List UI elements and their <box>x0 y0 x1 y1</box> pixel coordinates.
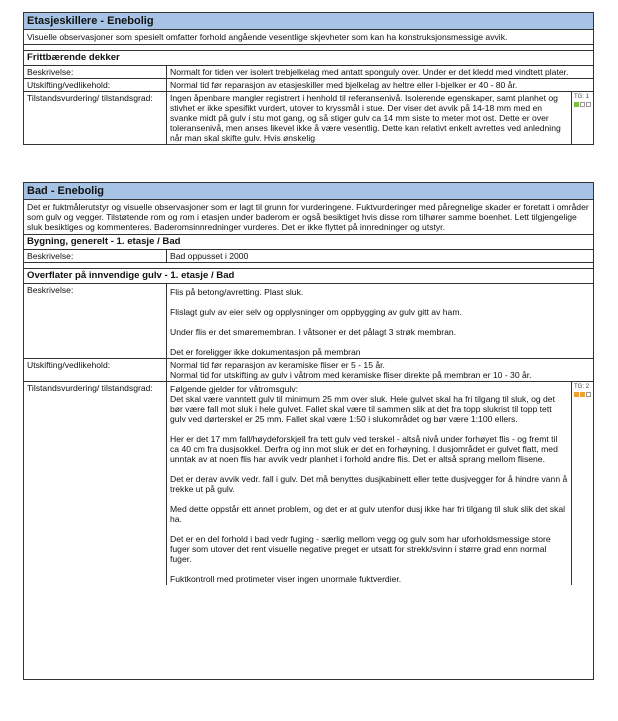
paragraph: Det er foreligger ikke dokumentasjon på membran <box>170 347 361 357</box>
row-value <box>167 382 571 585</box>
line: Normal tid før reparasjon av keramiske fliser er 5 - 15 år. <box>170 360 385 370</box>
row-value: Normal tid før reparasjon av etasjeskiller med bjelkelag av heltre eller I-bjelker er 40 - 80 år. <box>170 80 518 90</box>
subsection-title: Bygning, generelt - 1. etasje / Bad <box>24 235 593 250</box>
row-label: Beskrivelse: <box>24 250 167 262</box>
row-label: Beskrivelse: <box>24 284 167 358</box>
tg-bar <box>574 102 591 107</box>
tg-label: TG: 1 <box>574 94 590 100</box>
section-intro: Visuelle observasjoner som spesielt omfatter forhold angående vesentlige skjevheter som kan ha konstruksjonsmessige avvik. <box>24 30 593 45</box>
row-value <box>167 359 593 381</box>
tg-segment <box>574 392 579 397</box>
paragraph: Det er derav avvik vedr. fall i gulv. Det må benyttes dusjkabinett eller tette dusjvegger for å hindre vann å trekke ut på gulv. <box>170 474 568 494</box>
paragraph: Følgende gjelder for våtromsgulv: Det skal være vanntett gulv til minimum 25 mm over sluk. Hele gulvet skal ha fri tilgang til sluk, og det bør være fall mot sluk i hele gulvet. Fallet skal være til sammen slik at det fra topp slukrist til topp tett gulv ved dørterskel er 25 mm. Fallet skal være 1:50 i slukområdet og bør være 1:100 ellers. <box>170 384 555 424</box>
row-label: Utskifting/vedlikehold: <box>24 79 167 91</box>
paragraph: Under flis er det smøremembran. I våtsoner er det pålagt 3 strøk membran. <box>170 327 457 337</box>
section-title: Bad - Enebolig <box>24 183 593 200</box>
tg-label: TG: 2 <box>574 384 590 390</box>
section-etasjeskillere <box>23 12 594 145</box>
row-label: Utskifting/vedlikehold: <box>24 359 167 381</box>
row-beskrivelse <box>24 66 593 79</box>
row-label: Tilstandsvurdering/ tilstandsgrad: <box>24 382 167 585</box>
paragraph: Med dette oppstår ett annet problem, og det er at gulv utenfor dusj ikke har fri tilgang til sluk slik det skal ha. <box>170 504 566 524</box>
tg-segment <box>580 392 585 397</box>
row-tilstand <box>24 382 593 585</box>
section-bad <box>23 182 594 680</box>
row-value: Bad oppusset i 2000 <box>170 251 249 261</box>
row-beskrivelse <box>24 284 593 359</box>
paragraph: Flis på betong/avretting. Plast sluk. <box>170 287 304 297</box>
line: Normal tid for utskifting av gulv i våtrom med keramiske fliser direkte på membran er 10 - 30 år. <box>170 370 532 380</box>
row-value <box>167 284 593 358</box>
tg-indicator <box>571 382 593 585</box>
subsection-title: Frittbærende dekker <box>24 51 593 66</box>
tg-segment <box>574 102 579 107</box>
paragraph: Flislagt gulv av eier selv og opplysninger om oppbygging av gulv gitt av ham. <box>170 307 462 317</box>
row-value-container <box>167 92 593 144</box>
tg-bar <box>574 392 591 397</box>
paragraph: Her er det 17 mm fall/høydeforskjell fra tett gulv ved terskel - altså nivå under forhøyet flis - og fremt til ca 40 cm fra dusjsokkel. Derfra og inn mot sluk er det en forhøyning. I dusjområdet er gulvet flatt, med unntak av at noen flis har avvik vedr planhet i forhold andre flis. Det er altså sprang mellom flisene. <box>170 434 558 464</box>
subsection-title: Overflater på innvendige gulv - 1. etasje / Bad <box>24 269 593 284</box>
row-utskifting <box>24 79 593 92</box>
row-label: Tilstandsvurdering/ tilstandsgrad: <box>24 92 167 144</box>
tg-segment <box>586 102 591 107</box>
tg-segment <box>586 392 591 397</box>
row-value: Ingen åpenbare mangler registrert i henhold til referansenivå. Isolerende egenskaper, samt planhet og stivhet er ikke spesifikt vurdert, utover to kryssmål i stue. Der viser det avvik på 14-18 mm med en svanke midt på gulv i stu mot gang, og så stiger gulv ca 14 mm siste to meter mot ost. Dette er over toleransenivå, men anses likevel ikke å være vesentlig. Dette kan relativt enkelt avrettes ved anledning når man skal skifte gulv. Hvis ønskelig <box>170 93 561 143</box>
row-value: Normalt for tiden ver isolert trebjelkelag med antatt sponguly over. Under er det kledd med vindtett plater. <box>170 67 569 77</box>
row-utskifting <box>24 359 593 382</box>
row-label: Beskrivelse: <box>24 66 167 78</box>
paragraph: Fuktkontroll med protimeter viser ingen unormale fuktverdier. <box>170 574 402 584</box>
tg-indicator <box>571 92 593 144</box>
row-beskrivelse <box>24 250 593 263</box>
row-tilstand <box>24 92 593 144</box>
tg-segment <box>580 102 585 107</box>
section-intro: Det er fuktmålerutstyr og visuelle observasjoner som er lagt til grunn for vurderingene. Fuktvurderinger med påregnelige skader er foretatt i områder som gulv og vegger. Tilstøtende rom og rom i etasjen under baderom er også besiktiget hvis disse rom tilhører samme boenhet. Lett tilgjengelige sluk besiktiges og kommenteres. Baderomsinnredninger vurderes. Det er ikke flyttet på innredninger og utstyr. <box>24 200 593 235</box>
row-value-container <box>167 382 593 585</box>
section-title: Etasjeskillere - Enebolig <box>24 13 593 30</box>
paragraph: Det er en del forhold i bad vedr fuging - særlig mellom vegg og gulv som har uforholdsmessige store fuger som utover det rent visuelle negative preget er utsatt for strekk/svinn i større grad enn normal fuger. <box>170 534 551 564</box>
